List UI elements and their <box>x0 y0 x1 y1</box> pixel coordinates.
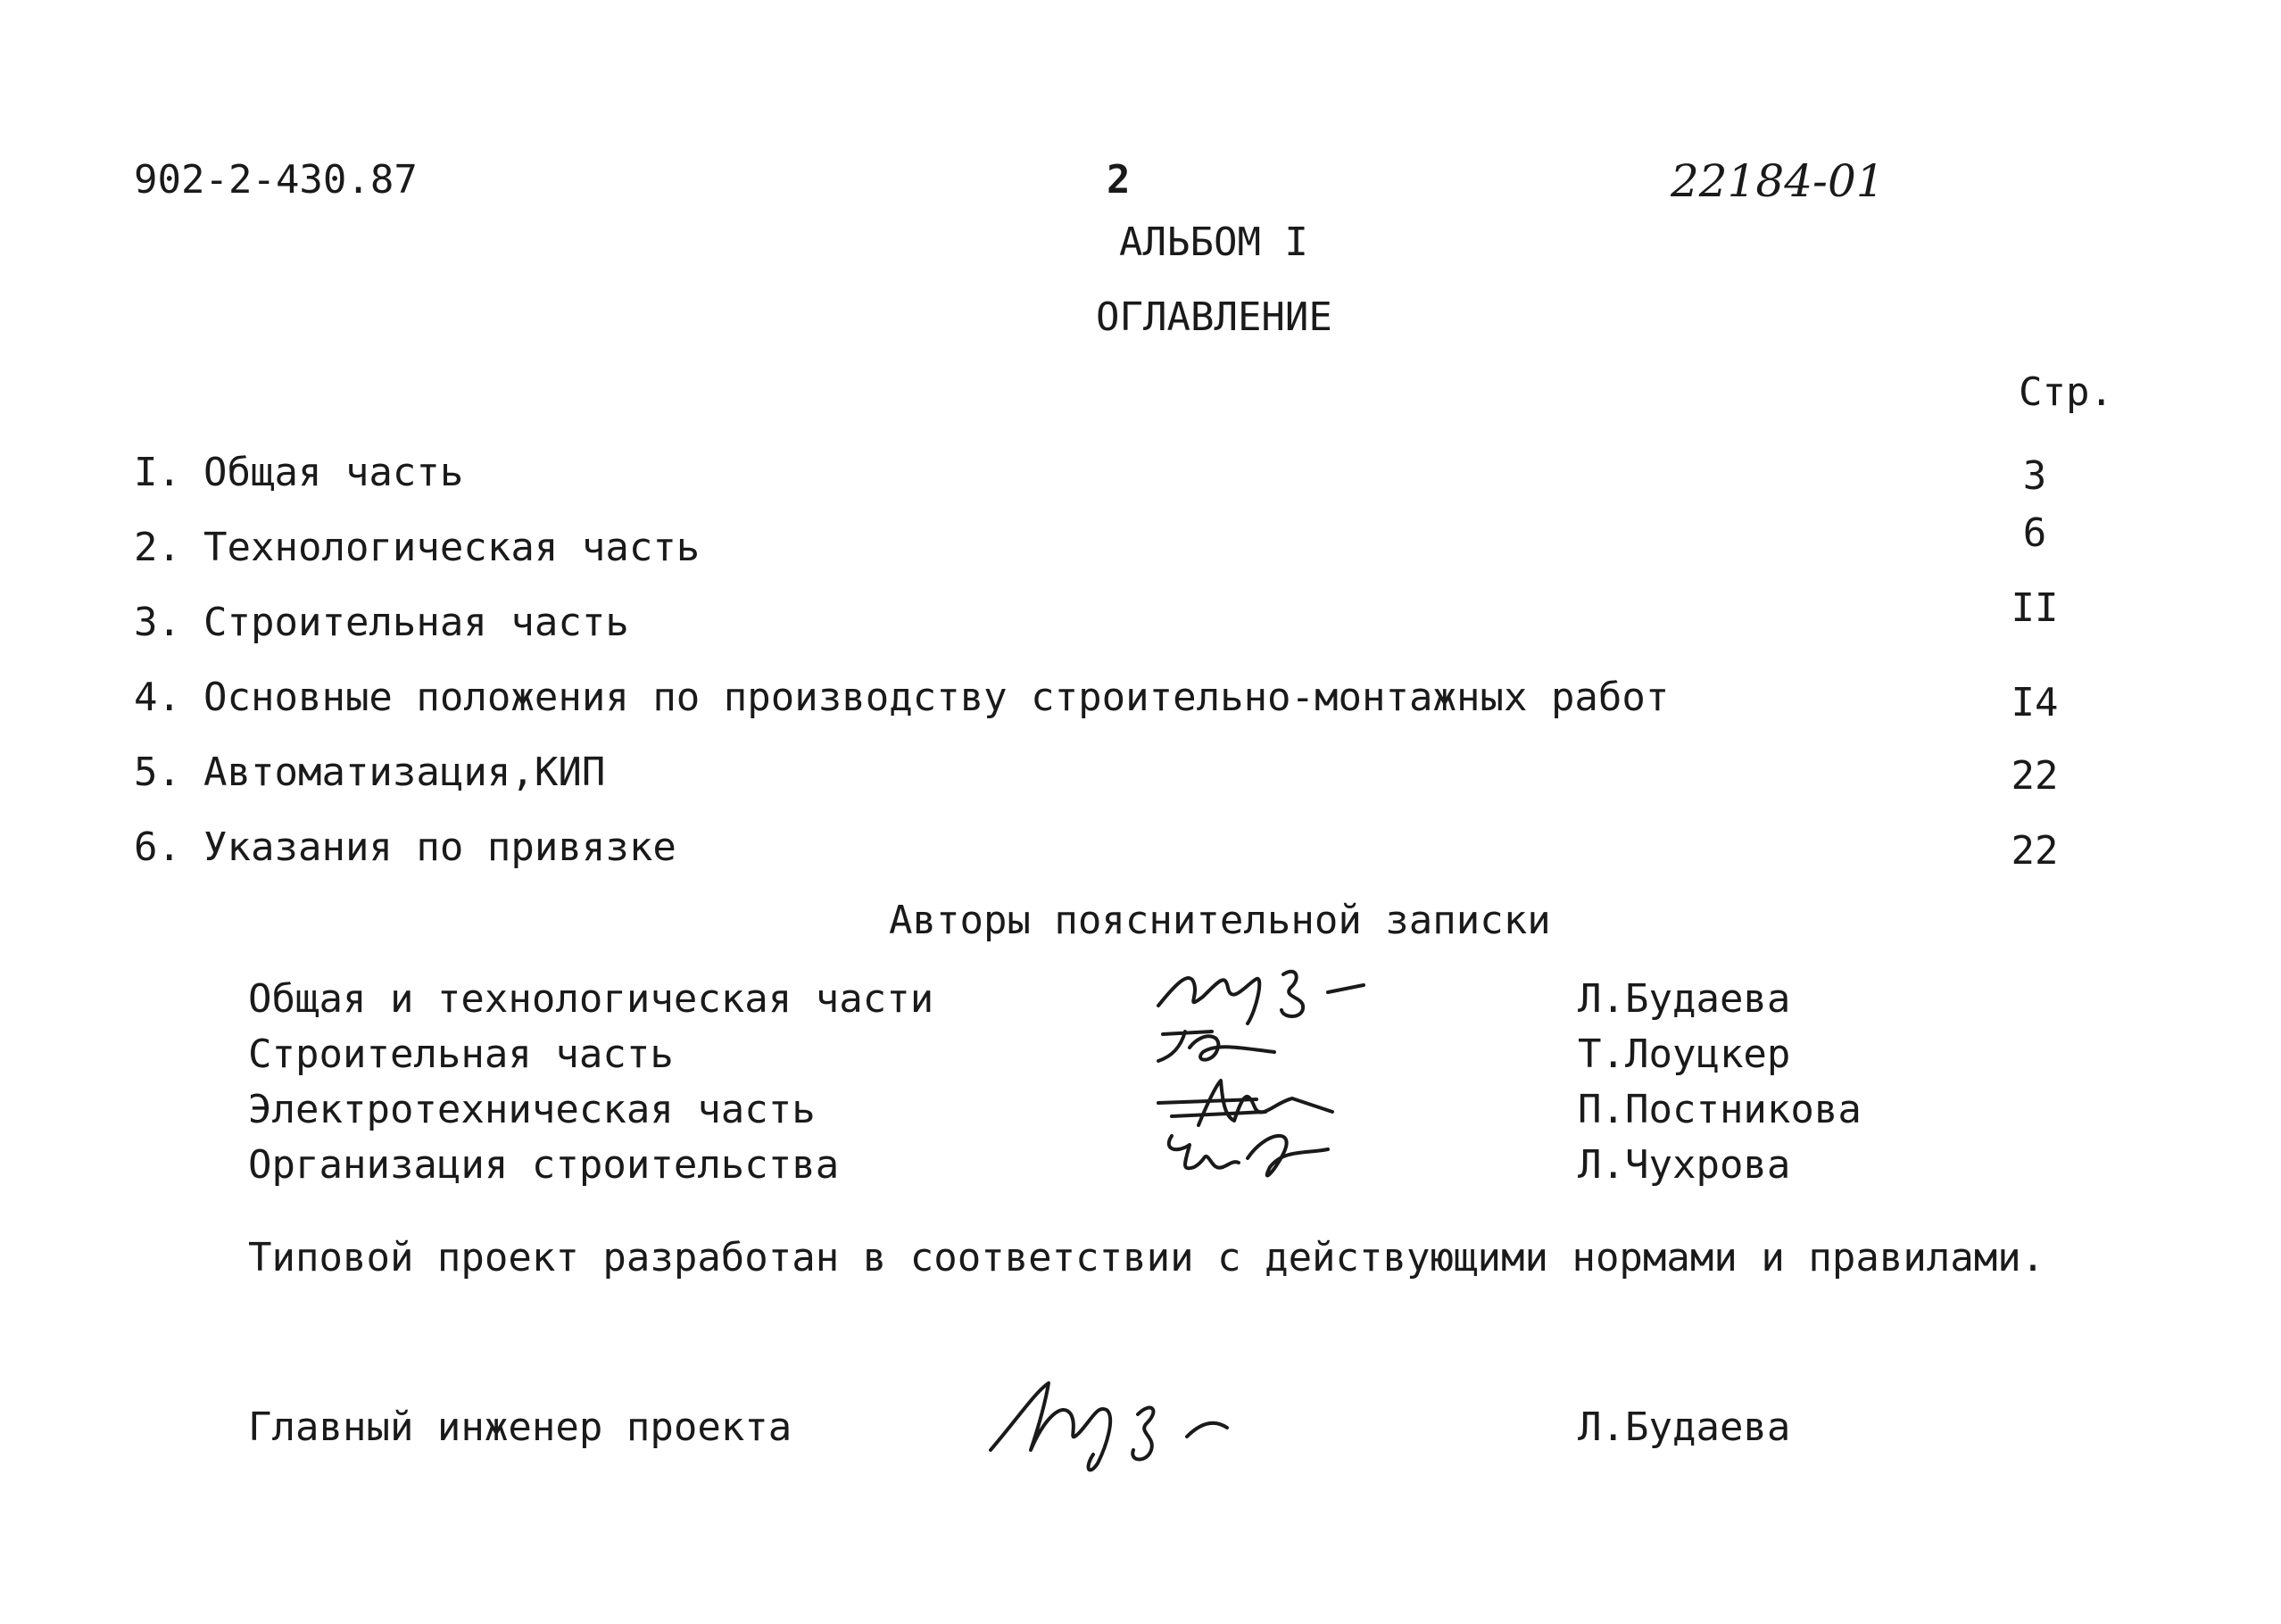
toc-item-title: Автоматизация,КИП <box>203 750 606 795</box>
author-row <box>248 1032 1872 1085</box>
authors-heading: Авторы пояснительной записки <box>889 898 1551 943</box>
toc-item-number: I. <box>134 450 181 495</box>
toc-item-number: 3. <box>134 600 181 645</box>
author-name: П.Постникова <box>1578 1087 1862 1132</box>
toc-item-title: Указания по привязке <box>203 824 676 870</box>
page-column-label: Стр. <box>2019 369 2113 415</box>
toc-item <box>134 824 2088 878</box>
toc-item-page: 22 <box>2011 828 2059 874</box>
toc-item-page: 6 <box>2022 510 2047 556</box>
toc-item-number: 5. <box>134 750 181 795</box>
chief-engineer-title: Главный инженер проекта <box>248 1404 792 1450</box>
chief-engineer-name: Л.Будаева <box>1578 1404 1791 1450</box>
author-row <box>248 1142 1872 1196</box>
author-signature <box>1149 1123 1346 1213</box>
toc-item-number: 4. <box>134 675 181 720</box>
toc-item-page: 22 <box>2011 753 2059 799</box>
author-row <box>248 976 1872 1030</box>
toc-item <box>134 585 2088 653</box>
toc-item-title: Строительная часть <box>203 600 629 645</box>
author-section: Электротехническая часть <box>248 1087 816 1132</box>
toc-item-title: Технологическая часть <box>203 525 701 570</box>
toc-item-title: Общая часть <box>203 450 464 495</box>
toc-item <box>134 510 2088 578</box>
toc-item <box>134 675 2088 728</box>
author-section: Строительная часть <box>248 1032 674 1077</box>
toc-item-page: I4 <box>2011 680 2059 725</box>
contents-title: ОГЛАВЛЕНИЕ <box>1096 294 1332 340</box>
author-name: Л.Чухрова <box>1578 1142 1791 1188</box>
chief-engineer-signature <box>982 1365 1249 1488</box>
album-title: АЛЬБОМ I <box>1119 220 1308 265</box>
toc-item <box>134 750 2088 803</box>
compliance-statement: Типовой проект разработан в соответствии с действующими нормами и правилами. <box>248 1235 2045 1280</box>
toc-item <box>134 450 2088 503</box>
toc-item-page: II <box>2011 585 2059 631</box>
document-code: 902-2-430.87 <box>134 157 418 203</box>
toc-item-number: 6. <box>134 824 181 870</box>
author-name: Т.Лоуцкер <box>1578 1032 1791 1077</box>
toc-item-number: 2. <box>134 525 181 570</box>
author-row <box>248 1087 1872 1140</box>
author-name: Л.Будаева <box>1578 976 1791 1022</box>
author-section: Организация строительства <box>248 1142 840 1188</box>
toc-item-title: Основные положения по производству строительно-монтажных работ <box>203 675 1670 720</box>
toc-item-page: 3 <box>2022 453 2047 499</box>
author-section: Общая и технологическая части <box>248 976 934 1022</box>
inventory-number: 22184-01 <box>1671 155 1885 207</box>
page-number: 2 <box>1107 157 1131 203</box>
